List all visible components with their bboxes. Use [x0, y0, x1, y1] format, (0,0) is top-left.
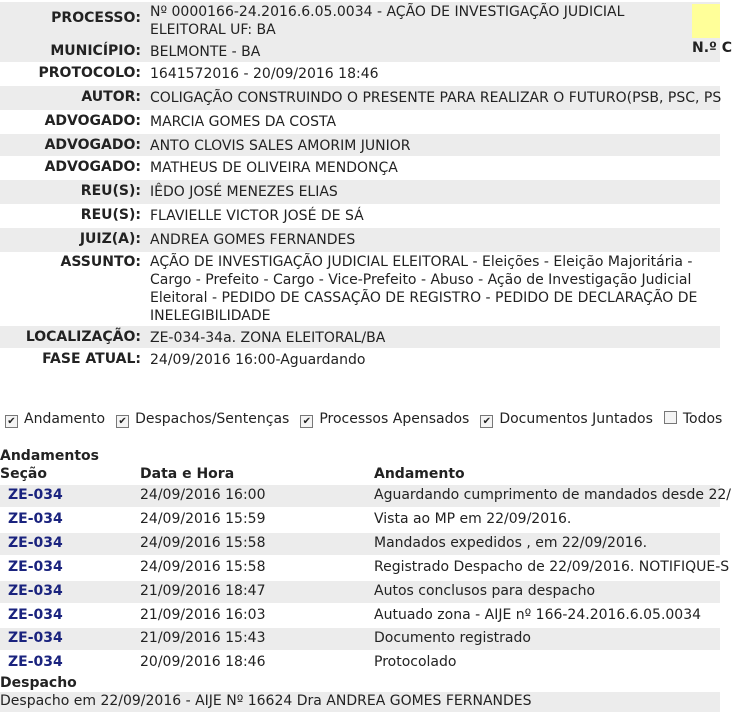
info-value-line: 24/09/2016 16:00-Aguardando [150, 352, 366, 368]
filter-checkbox[interactable]: ✔ [5, 415, 18, 428]
info-label: PROTOCOLO: [38, 65, 141, 81]
info-row [0, 156, 720, 180]
filter-label: Processos Apensados [319, 411, 470, 427]
filter-2[interactable] [111, 411, 289, 427]
description-cell: Autuado zona - AIJE nº 166-24.2016.6.05.0034 [374, 606, 702, 623]
date-cell: 24/09/2016 15:59 [140, 510, 266, 527]
date-cell: 24/09/2016 16:00 [140, 487, 266, 503]
info-label: FASE ATUAL: [42, 351, 141, 367]
filter-3[interactable] [295, 411, 469, 427]
table-row[interactable] [0, 557, 730, 579]
info-value-line: INELEGIBILIDADE [150, 308, 271, 324]
table-row[interactable] [0, 485, 732, 507]
table-row[interactable] [0, 533, 720, 555]
table-row[interactable] [0, 581, 720, 603]
info-label: LOCALIZAÇÃO: [25, 329, 141, 345]
section-link[interactable]: ZE-034 [8, 630, 63, 647]
info-value [150, 183, 720, 201]
filter-4[interactable] [475, 411, 653, 427]
info-value [150, 43, 720, 61]
info-label: REU(S): [80, 207, 141, 223]
description-cell: Aguardando cumprimento de mandados desde 22/ [374, 487, 732, 503]
info-label: ADVOGADO: [44, 159, 141, 175]
despacho-title: Despacho [0, 675, 77, 691]
filter-checkbox[interactable]: ✔ [116, 415, 129, 428]
info-value-line: BELMONTE - BA [150, 44, 261, 60]
section-link[interactable]: ZE-034 [8, 582, 63, 599]
filter-label: Todos [682, 411, 723, 427]
filter-label: Despachos/Sentenças [135, 411, 290, 427]
column-header-secao: Seção [0, 466, 47, 482]
info-row [0, 62, 720, 86]
description-cell: Documento registrado [374, 630, 531, 647]
info-value-line: Nº 0000166-24.2016.6.05.0034 - AÇÃO DE INVESTIGAÇÃO JUDICIAL [150, 4, 625, 20]
table-row[interactable] [0, 652, 720, 674]
info-value [150, 65, 720, 83]
section-link[interactable]: ZE-034 [8, 606, 63, 623]
info-label: ADVOGADO: [44, 137, 141, 153]
info-label: REU(S): [80, 183, 141, 199]
despacho-text: Despacho em 22/09/2016 - AIJE Nº 16624 Dra ANDREA GOMES FERNANDES [0, 693, 532, 709]
andamentos-title: Andamentos [0, 448, 99, 464]
description-cell: Autos conclusos para despacho [374, 582, 596, 599]
filter-checkbox[interactable]: ✔ [300, 415, 313, 428]
description-cell: Vista ao MP em 22/09/2016. [374, 510, 572, 527]
info-value-line: FLAVIELLE VICTOR JOSÉ DE SÁ [150, 208, 364, 224]
date-cell: 24/09/2016 15:58 [140, 558, 266, 575]
despacho-row[interactable] [0, 692, 720, 712]
description-cell: Mandados expedidos , em 22/09/2016. [374, 534, 648, 551]
info-value-line: ELEITORAL UF: BA [150, 22, 276, 38]
info-value-line: MARCIA GOMES DA COSTA [150, 114, 337, 130]
date-cell: 21/09/2016 16:03 [140, 606, 266, 623]
filter-label: Andamento [24, 411, 106, 427]
table-row[interactable] [0, 628, 720, 650]
info-value [150, 113, 720, 131]
info-value-line: 1641572016 - 20/09/2016 18:46 [150, 66, 379, 82]
info-value-line: AÇÃO DE INVESTIGAÇÃO JUDICIAL ELEITORAL - Eleições - Eleição Majoritária - [150, 254, 693, 270]
info-value-line: ZE-034-34a. ZONA ELEITORAL/BA [150, 330, 386, 346]
description-cell: Registrado Despacho de 22/09/2016. NOTIFIQUE-S [374, 558, 730, 575]
filter-bar [0, 410, 723, 432]
info-label: ASSUNTO: [60, 254, 141, 270]
info-label: JUIZ(A): [79, 231, 141, 247]
info-value-line: COLIGAÇÃO CONSTRUINDO O PRESENTE PARA REALIZAR O FUTURO(PSB, PSC, PS [150, 90, 722, 106]
info-row [0, 326, 720, 348]
date-cell: 21/09/2016 15:43 [140, 630, 266, 647]
info-label: PROCESSO: [51, 10, 141, 26]
info-row [0, 40, 720, 62]
info-value-line: IÊDO JOSÉ MENEZES ELIAS [150, 184, 338, 200]
info-value [150, 329, 720, 347]
filter-label: Documentos Juntados [499, 411, 653, 427]
info-label: MUNICÍPIO: [50, 43, 141, 59]
description-cell: Protocolado [374, 654, 457, 671]
info-row [0, 2, 720, 40]
highlight-box [692, 4, 720, 38]
date-cell: 24/09/2016 15:58 [140, 534, 266, 551]
table-row[interactable] [0, 605, 720, 627]
section-link[interactable]: ZE-034 [8, 558, 63, 575]
filter-5[interactable] [659, 410, 722, 427]
filter-checkbox[interactable]: ✔ [480, 415, 493, 428]
filter-checkbox[interactable] [664, 411, 677, 424]
info-value-line: ANDREA GOMES FERNANDES [150, 232, 356, 248]
info-value [150, 207, 720, 225]
info-value [150, 351, 720, 369]
section-link[interactable]: ZE-034 [8, 487, 63, 503]
info-row [0, 228, 720, 252]
filter-1[interactable] [0, 411, 105, 427]
date-cell: 21/09/2016 18:47 [140, 582, 266, 599]
info-value [150, 231, 720, 249]
info-label: ADVOGADO: [44, 113, 141, 129]
info-value [150, 89, 720, 107]
info-row [0, 252, 720, 326]
info-row [0, 180, 720, 204]
column-header-data-hora: Data e Hora [140, 466, 235, 482]
info-value [150, 159, 720, 177]
info-value-line: Cargo - Prefeito - Cargo - Vice-Prefeito - Abuso - Ação de Investigação Judicial [150, 272, 692, 288]
info-value [150, 253, 700, 325]
section-link[interactable]: ZE-034 [8, 510, 63, 527]
info-row [0, 110, 720, 134]
date-cell: 20/09/2016 18:46 [140, 654, 266, 671]
info-row [0, 348, 720, 372]
info-row [0, 134, 720, 156]
section-link[interactable]: ZE-034 [8, 534, 63, 551]
table-row[interactable] [0, 509, 720, 531]
info-value-line: MATHEUS DE OLIVEIRA MENDONÇA [150, 160, 398, 176]
info-value-line: Eleitoral - PEDIDO DE CASSAÇÃO DE REGISTRO - PEDIDO DE DECLARAÇÃO DE [150, 290, 698, 306]
info-label: AUTOR: [81, 89, 141, 105]
info-value [150, 137, 720, 155]
column-header-andamento: Andamento [374, 466, 465, 482]
info-value-line: ANTO CLOVIS SALES AMORIM JUNIOR [150, 138, 411, 154]
info-row [0, 86, 720, 110]
info-row [0, 204, 720, 228]
process-number-label: N.º C [692, 40, 732, 56]
section-link[interactable]: ZE-034 [8, 654, 63, 671]
info-value [150, 3, 720, 39]
